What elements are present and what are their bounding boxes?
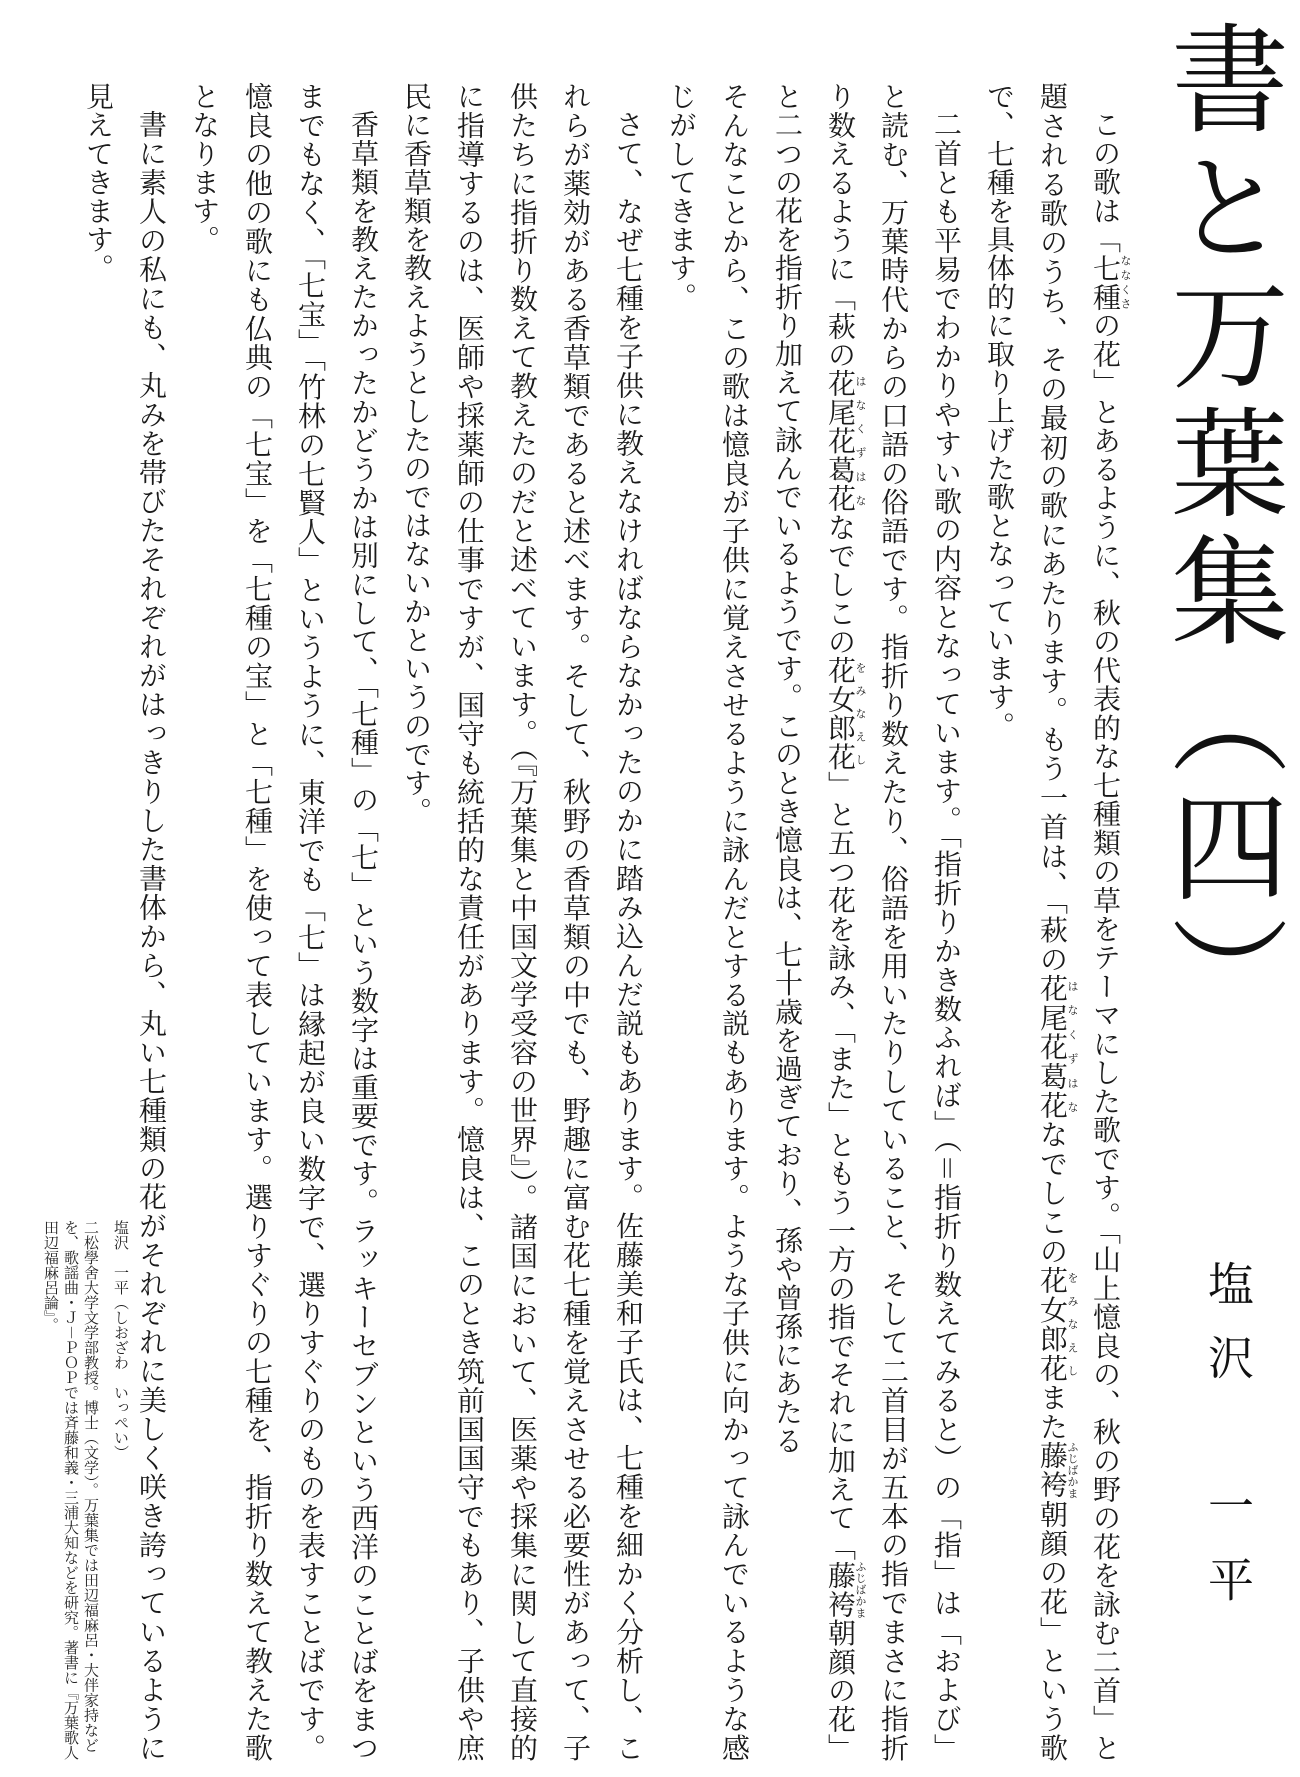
text-run: の花」とあるように、秋の代表的な七種類の草をテーマにした歌です。「山上憶良の、秋の野の花を詠む二首」と題される歌のうち、その最初の歌にあたります。もう一首は、「萩の — [1036, 82, 1122, 1762]
text-run: 二首とも平易でわかりやすい歌の内容となっています。「指折りかき数ふれば」（＝指折り数えてみると）の「指」は「および」と読む、万葉時代からの口語の俗語です。指折り数えたり、俗語を用いたりしていること、そして二首目が五本の指でまさに指折り数えるように「萩の — [824, 82, 963, 1762]
ruby-base: 花尾花葛花 — [1036, 973, 1069, 1120]
ruby-nanakusa — [1089, 253, 1132, 312]
bio-text: 二松學舍大学文学部教授。博士（文学）。万葉集では田辺福麻呂・大伴家持などを、歌謡曲・Ｊ－ＰＯＰでは斉藤和義・三浦大知などを研究。著書に『万葉歌人田辺福麻呂論』。 — [42, 1220, 100, 1761]
text-run: なでしこの — [824, 512, 857, 657]
ruby-base: 花女郎花 — [1036, 1266, 1069, 1383]
text-run: この歌は「 — [1089, 110, 1122, 254]
ruby-hanakuzubana — [1036, 973, 1079, 1120]
ruby-reading: をみなえし — [1066, 1266, 1079, 1383]
text-run: また — [1036, 1382, 1069, 1442]
ruby-reading: ふじばかま — [854, 1560, 867, 1619]
ruby-fujibakama — [824, 1560, 867, 1619]
text-run: 朝顔の花」という歌で、七種を具体的に取り上げた歌となっています。 — [983, 82, 1069, 1763]
ruby-hanakuzubana — [824, 369, 867, 513]
ruby-base: 七種 — [1089, 253, 1122, 312]
bio-name: 塩沢 一平（しおざわ いっぺい） — [112, 1220, 130, 1460]
ruby-reading: はなくずはな — [854, 369, 867, 513]
ruby-base: 花尾花葛花 — [824, 369, 857, 513]
ruby-fujibakama — [1036, 1441, 1079, 1500]
ruby-ominaeshi — [1036, 1266, 1079, 1383]
paragraph-3: さて、なぜ七種を子供に教えなければならなかったのかに踏み込んだ説もあります。佐藤美和子氏は、七種を細かく分析し、これらが薬効がある香草類であると述べます。そして、秋野の香草類の中でも、野趣に富む花七種を覚えさせる必要性があって、子供たちに指折り数えて教えたのだと述べています。（『万葉集と中国文学受容の世界』）。諸国において、医薬や採集に関して直接的に指導するのは、医師や採薬師の仕事ですが、国守も統括的な責任があります。憶良は、このとき筑前国国守でもあり、子供や庶民に香草類を教えようとしたのではないかというのです。 — [400, 82, 645, 1762]
author-name: 塩沢 一平 — [1201, 1260, 1255, 1630]
text-run: 」と五つ花を詠み、「また」ともう一方の指でそれに加えて「 — [824, 771, 857, 1561]
ruby-reading: ななくさ — [1119, 253, 1132, 311]
author-bio — [16, 1220, 131, 1760]
ruby-reading: ふじばかま — [1066, 1441, 1079, 1500]
ruby-base: 藤袴 — [824, 1560, 857, 1619]
article-title: 書と万葉集（四） — [1151, 18, 1289, 1042]
text-run: 朝顔の花」と二つの花を指折り加えて詠んでいるようです。このとき憶良は、七十歳を過ぎており、孫や曾孫にあたる — [771, 82, 857, 1763]
paragraph-4: 香草類を教えたかったかどうかは別にして、「七種」の「七」という数字は重要です。ラッキーセブンという西洋のことばをまつまでもなく、「七宝」「竹林の七賢人」というように、東洋でも「七」は縁起が良い数字で、選りすぐりのものを表すことばです。憶良の他の歌にも仏典の「七宝」を「七種の宝」と「七種」を使って表しています。選りすぐりの七種を、指折り数えて教えた歌となります。 — [188, 82, 380, 1762]
paragraph-5: 書に素人の私にも、丸みを帯びたそれぞれがはっきりした書体から、丸い七種類の花がそれぞれに美しく咲き誇っているように見えてきます。 — [82, 82, 168, 1762]
paragraph-1 — [973, 82, 1132, 1762]
text-run: そんなことから、この歌は憶良が子供に覚えさせるように詠んだとする説もあります。 — [718, 82, 751, 1212]
paragraph-2 — [761, 82, 973, 1762]
ruby-reading: をみなえし — [854, 656, 867, 771]
ruby-base: 藤袴 — [1036, 1441, 1069, 1500]
paragraph-2-continued — [655, 82, 761, 1762]
text-run: なでしこの — [1036, 1119, 1069, 1267]
ruby-base: 花女郎花 — [824, 656, 857, 772]
ruby-ominaeshi — [824, 656, 867, 772]
ruby-reading: はなくずはな — [1066, 973, 1079, 1120]
text-run: ような子供に向かって詠んでいるような感じがしてきます。 — [665, 82, 751, 1762]
